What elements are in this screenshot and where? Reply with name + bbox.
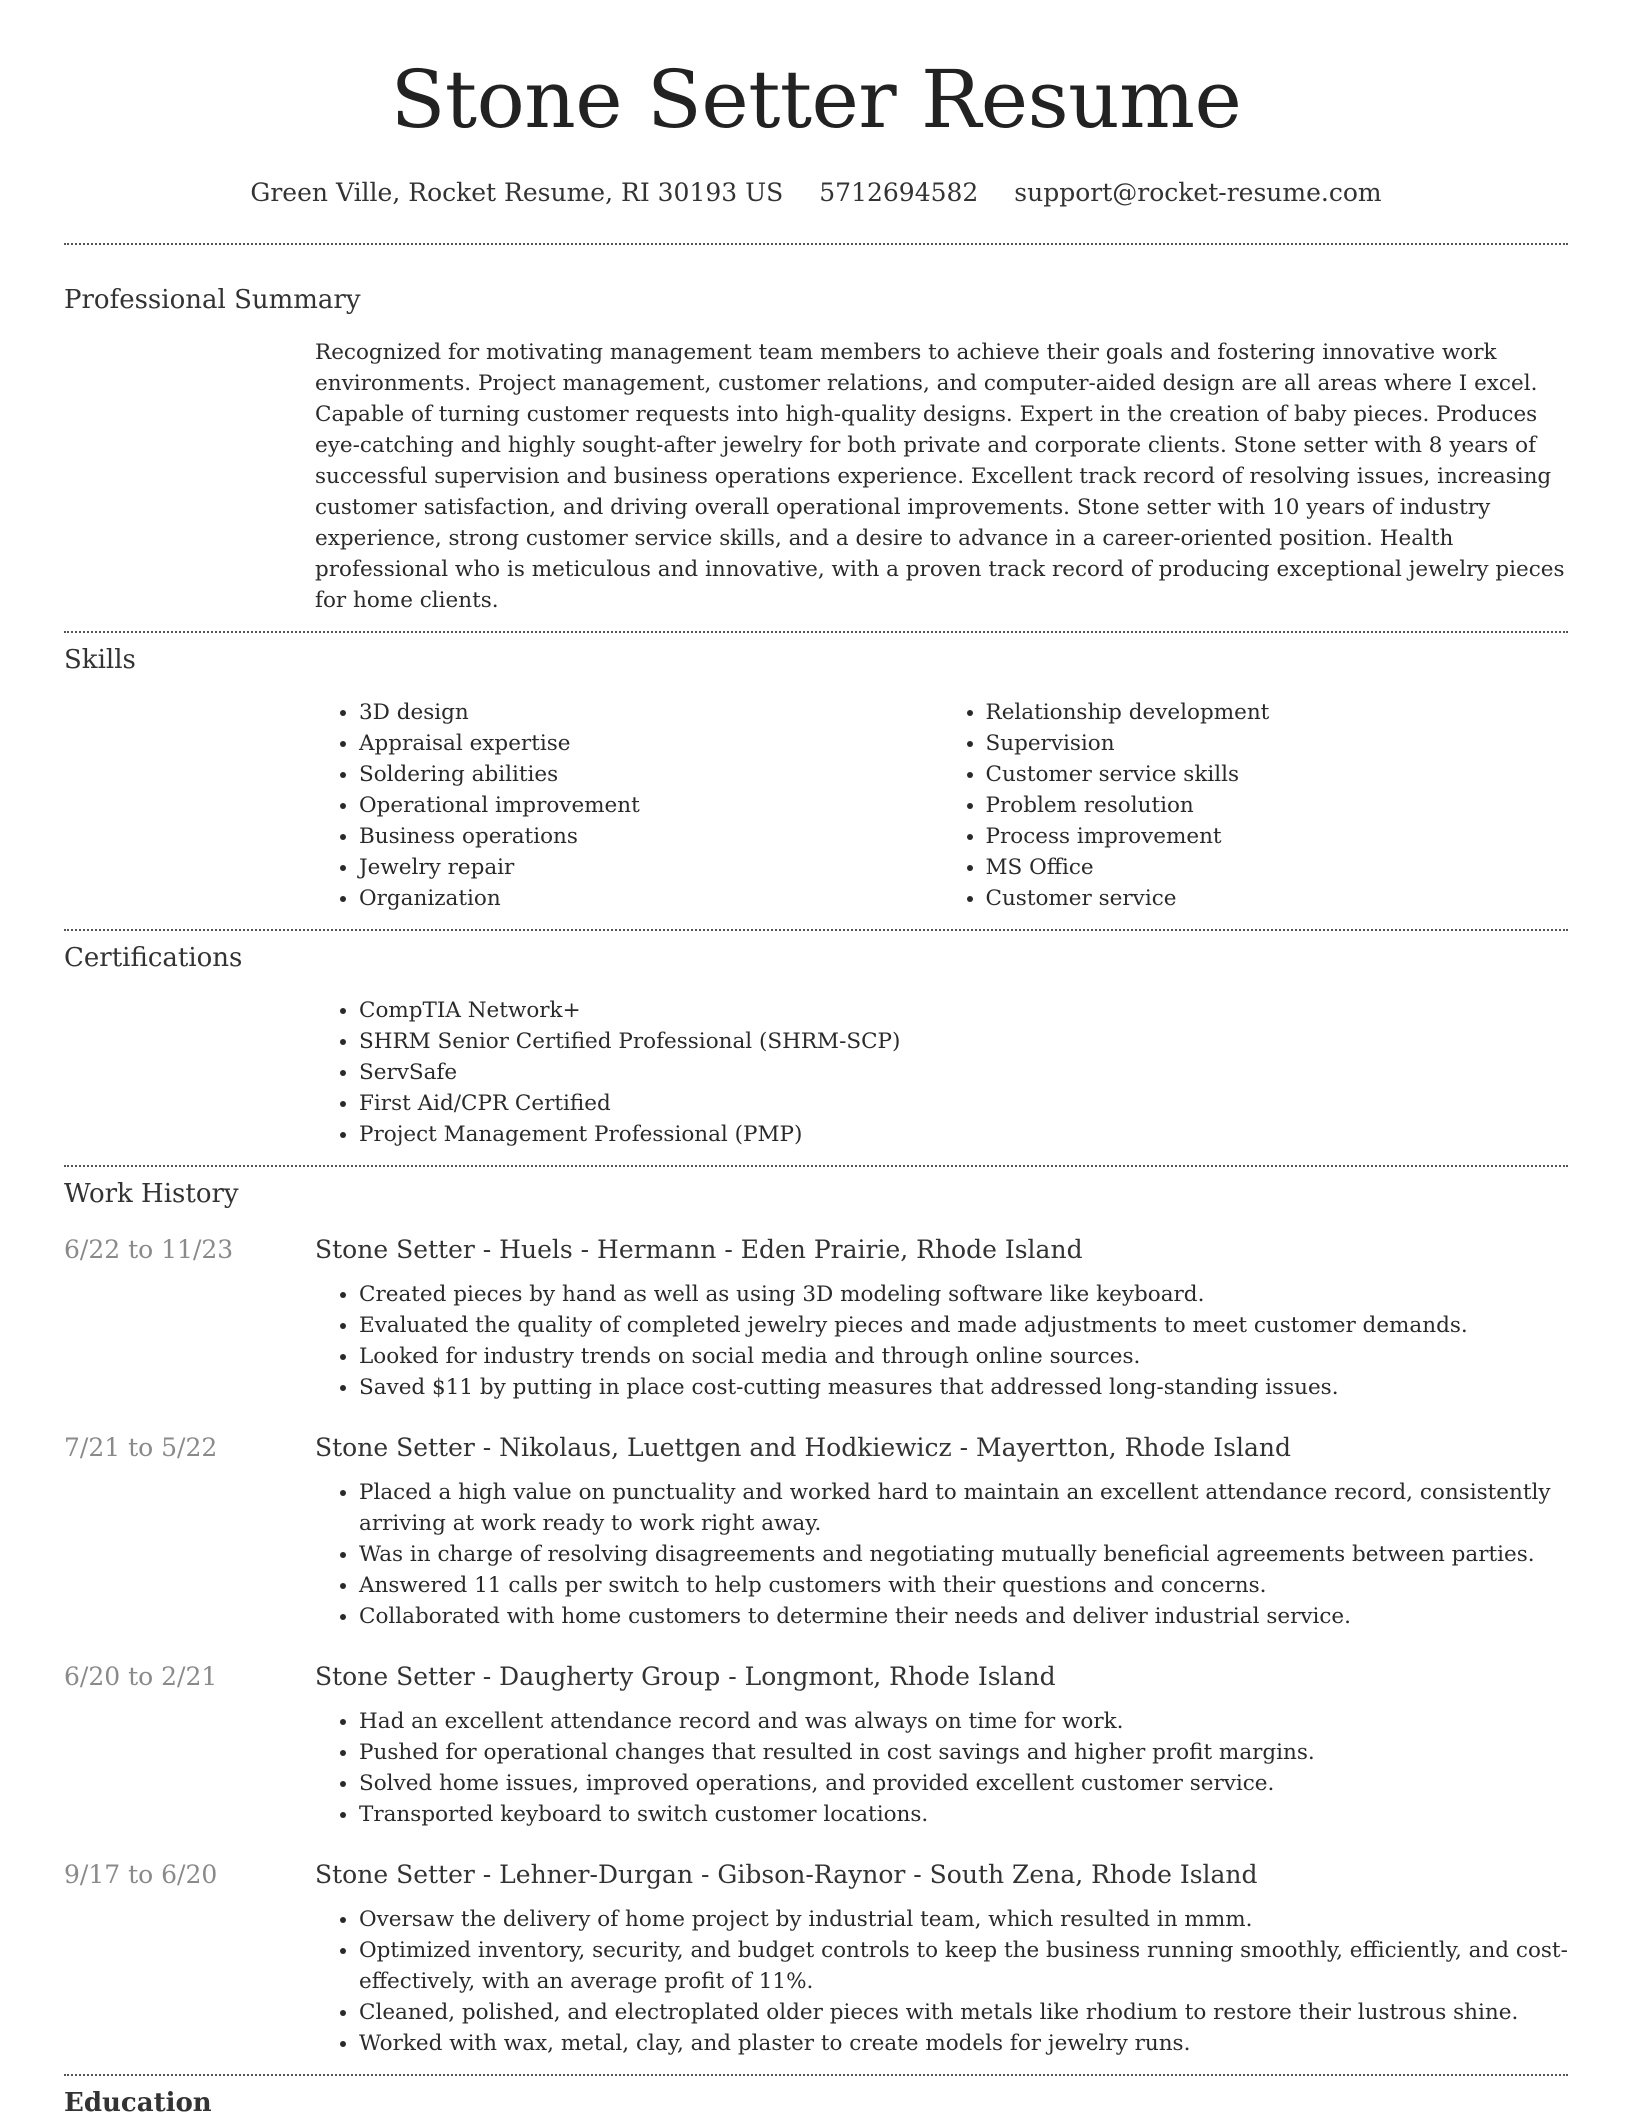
job-title: Stone Setter - Lehner-Durgan - Gibson-Raynor - South Zena, Rhode Island xyxy=(315,1860,1258,1889)
list-item: • Relationship development xyxy=(986,697,1569,728)
list-item: • Soldering abilities xyxy=(359,759,942,790)
list-item: • Operational improvement xyxy=(359,790,942,821)
summary-heading: Professional Summary xyxy=(64,285,361,315)
list-item: • Was in charge of resolving disagreements and negotiating mutually beneficial agreements between parties. xyxy=(359,1539,1568,1570)
job-title: Stone Setter - Daugherty Group - Longmont, Rhode Island xyxy=(315,1662,1056,1691)
certifications-section xyxy=(64,931,1568,1150)
job-header xyxy=(64,1431,1568,1465)
list-item: • Transported keyboard to switch customer locations. xyxy=(359,1799,1568,1830)
skills-list-right xyxy=(942,697,1569,914)
skills-section xyxy=(64,633,1568,914)
education-heading: Education xyxy=(64,2088,212,2118)
list-item: • Placed a high value on punctuality and worked hard to maintain an excellent attendance record, consistently arriving at work ready to work right away. xyxy=(359,1477,1568,1539)
job-dates: 6/22 to 11/23 xyxy=(64,1235,234,1264)
list-item: • 3D design xyxy=(359,697,942,728)
list-item: • Supervision xyxy=(986,728,1569,759)
contact-email: support@rocket-resume.com xyxy=(1014,178,1382,207)
skills-columns xyxy=(315,697,1568,914)
list-item: • SHRM Senior Certified Professional (SHRM-SCP) xyxy=(359,1026,1568,1057)
job-header xyxy=(64,1660,1568,1694)
contact-line xyxy=(64,176,1568,210)
list-item: • Evaluated the quality of completed jewelry pieces and made adjustments to meet customer demands. xyxy=(359,1310,1568,1341)
list-item: • Jewelry repair xyxy=(359,852,942,883)
list-item: • ServSafe xyxy=(359,1057,1568,1088)
job-entry xyxy=(64,1660,1568,1830)
list-item: • Oversaw the delivery of home project by industrial team, which resulted in mmm. xyxy=(359,1904,1568,1935)
list-item: • Had an excellent attendance record and was always on time for work. xyxy=(359,1706,1568,1737)
list-item: • Collaborated with home customers to determine their needs and deliver industrial service. xyxy=(359,1601,1568,1632)
contact-phone: 5712694582 xyxy=(819,178,979,207)
job-bullets xyxy=(315,1904,1568,2059)
job-header xyxy=(64,1233,1568,1267)
list-item: • Answered 11 calls per switch to help customers with their questions and concerns. xyxy=(359,1570,1568,1601)
job-entry xyxy=(64,1858,1568,2059)
list-item: • First Aid/CPR Certified xyxy=(359,1088,1568,1119)
job-entry xyxy=(64,1233,1568,1403)
list-item: • Project Management Professional (PMP) xyxy=(359,1119,1568,1150)
work-heading: Work History xyxy=(64,1179,239,1209)
job-dates: 6/20 to 2/21 xyxy=(64,1662,218,1691)
job-dates: 7/21 to 5/22 xyxy=(64,1433,218,1462)
job-entry xyxy=(64,1431,1568,1632)
list-item: • Problem resolution xyxy=(986,790,1569,821)
job-dates: 9/17 to 6/20 xyxy=(64,1860,218,1889)
list-item: • Customer service xyxy=(986,883,1569,914)
job-bullets xyxy=(315,1477,1568,1632)
list-item: • Process improvement xyxy=(986,821,1569,852)
list-item: • MS Office xyxy=(986,852,1569,883)
resume-page xyxy=(64,0,1568,2120)
list-item: • CompTIA Network+ xyxy=(359,995,1568,1026)
list-item: • Created pieces by hand as well as using 3D modeling software like keyboard. xyxy=(359,1279,1568,1310)
summary-body xyxy=(315,337,1568,616)
list-item: • Looked for industry trends on social media and through online sources. xyxy=(359,1341,1568,1372)
contact-address: Green Ville, Rocket Resume, RI 30193 US xyxy=(250,178,784,207)
job-title: Stone Setter - Huels - Hermann - Eden Prairie, Rhode Island xyxy=(315,1235,1083,1264)
job-header xyxy=(64,1858,1568,1892)
list-item: • Pushed for operational changes that resulted in cost savings and higher profit margins. xyxy=(359,1737,1568,1768)
summary-section xyxy=(64,245,1568,616)
skills-heading: Skills xyxy=(64,645,136,675)
job-bullets xyxy=(315,1279,1568,1403)
list-item: • Organization xyxy=(359,883,942,914)
certifications-body xyxy=(315,995,1568,1150)
list-item: • Optimized inventory, security, and budget controls to keep the business running smoothly, efficiently, and cost-effectively, with an average profit of 11%. xyxy=(359,1935,1568,1997)
list-item: • Solved home issues, improved operations, and provided excellent customer service. xyxy=(359,1768,1568,1799)
certifications-heading: Certifications xyxy=(64,943,243,973)
job-bullets xyxy=(315,1706,1568,1830)
list-item: • Saved $11 by putting in place cost-cutting measures that addressed long-standing issues. xyxy=(359,1372,1568,1403)
list-item: • Appraisal expertise xyxy=(359,728,942,759)
skills-list-left xyxy=(315,697,942,914)
certifications-list xyxy=(315,995,1568,1150)
list-item: • Worked with wax, metal, clay, and plaster to create models for jewelry runs. xyxy=(359,2028,1568,2059)
summary-text: Recognized for motivating management team members to achieve their goals and fostering innovative work environments. Project management, customer relations, and computer-aided design are all areas where I excel. Capable of turning customer requests into high-quality designs. Expert in the creation of baby pieces. Produces eye-catching and highly sought-after jewelry for both private and corporate clients. Stone setter with 8 years of successful supervision and business operations experience. Excellent track record of resolving issues, increasing customer satisfaction, and driving overall operational improvements. Stone setter with 10 years of industry experience, strong customer service skills, and a desire to advance in a career-oriented position. Health professional who is meticulous and innovative, with a proven track record of producing exceptional jewelry pieces for home clients. xyxy=(315,340,1565,613)
resume-title: Stone Setter Resume xyxy=(390,53,1242,146)
list-item: • Cleaned, polished, and electroplated older pieces with metals like rhodium to restore their lustrous shine. xyxy=(359,1997,1568,2028)
work-section xyxy=(64,1167,1568,2059)
job-title: Stone Setter - Nikolaus, Luettgen and Hodkiewicz - Mayertton, Rhode Island xyxy=(315,1433,1292,1462)
list-item: • Customer service skills xyxy=(986,759,1569,790)
education-section xyxy=(64,2076,1568,2120)
list-item: • Business operations xyxy=(359,821,942,852)
